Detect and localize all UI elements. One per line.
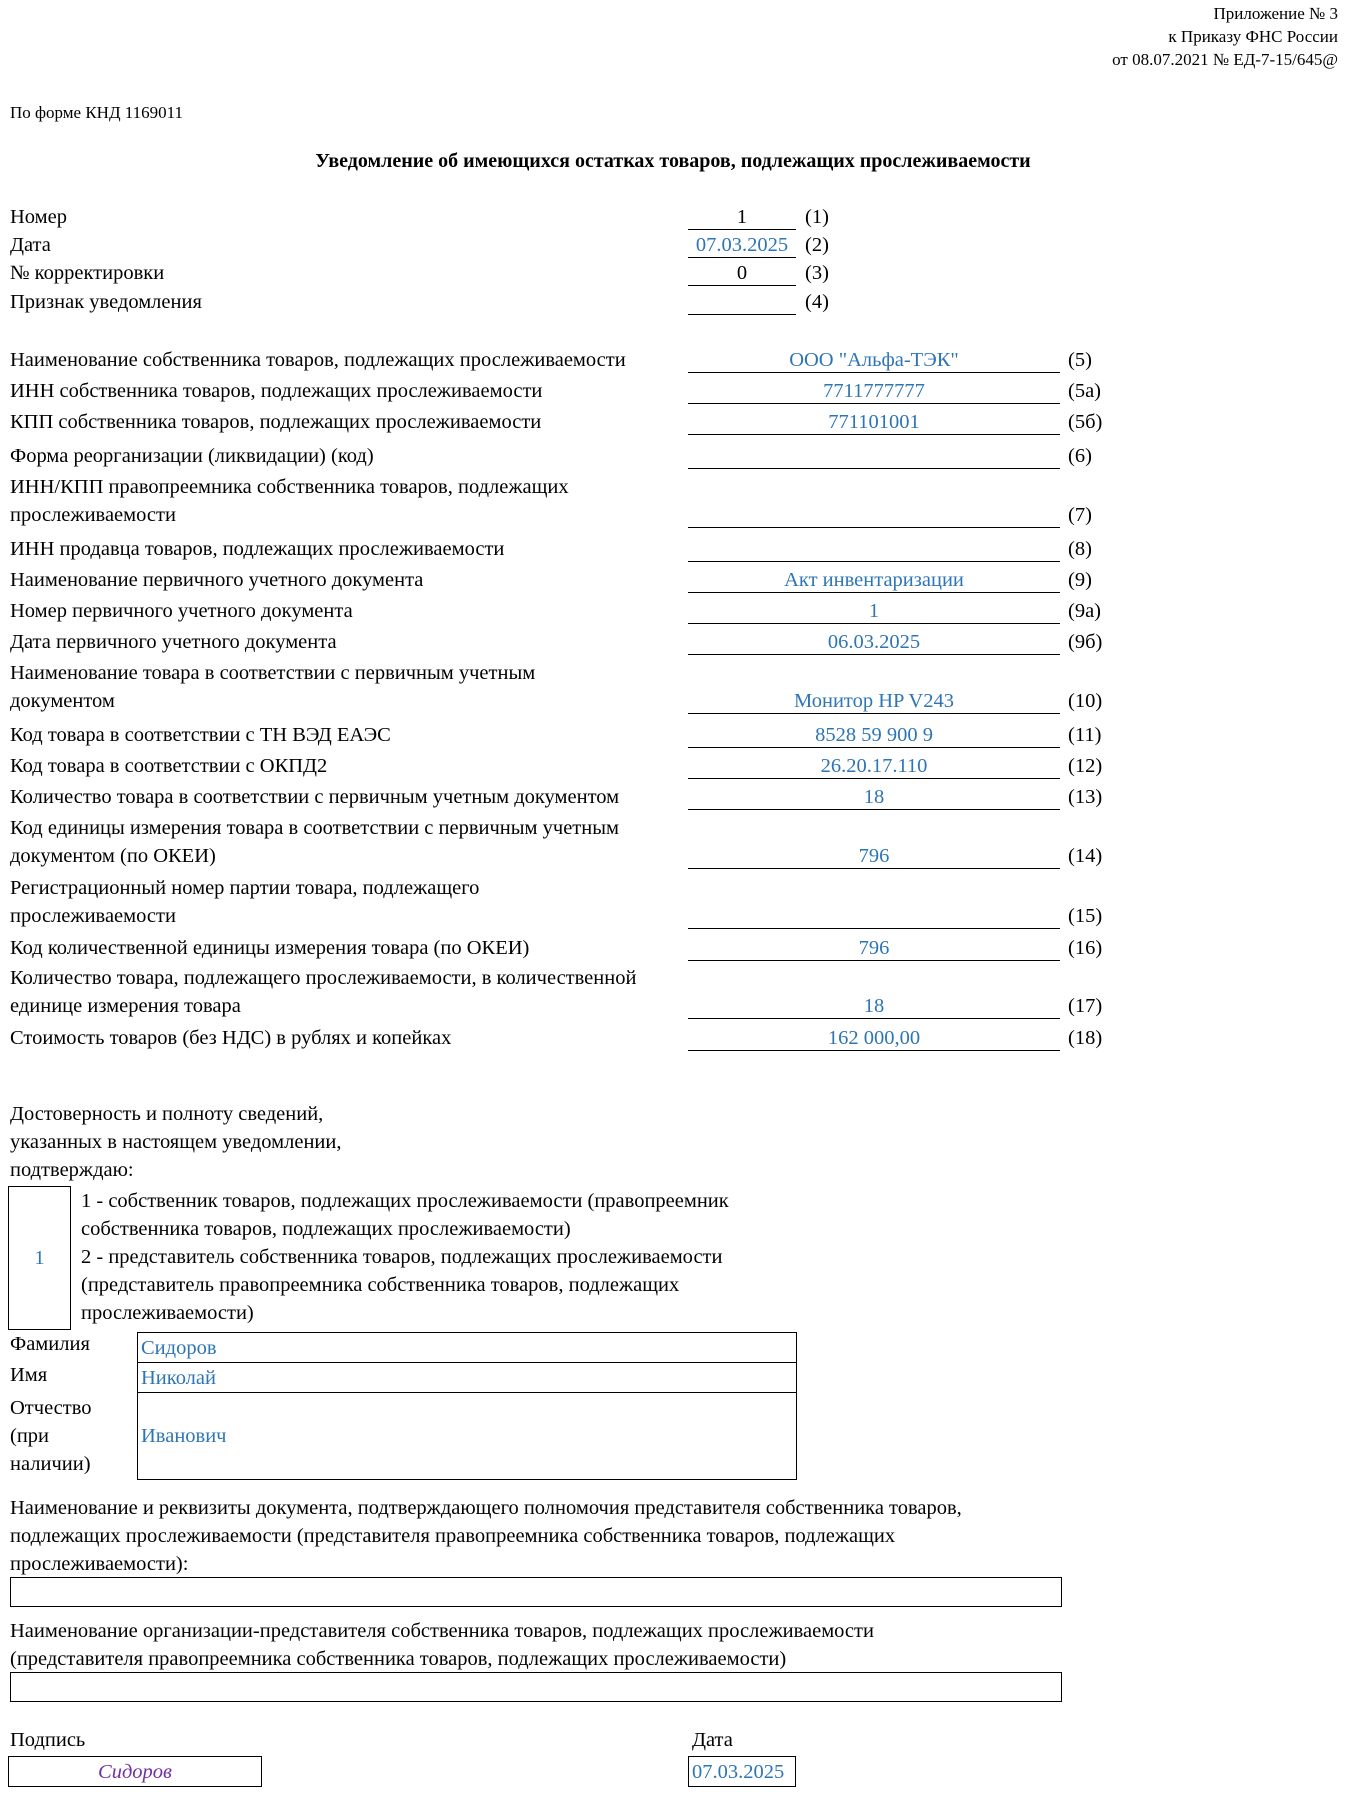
- field-number: (9б): [1068, 631, 1103, 653]
- field-number: (12): [1068, 755, 1103, 777]
- form-code: По форме КНД 1169011: [10, 103, 184, 122]
- rep-doc-field[interactable]: [10, 1577, 1062, 1607]
- field-number: (5а): [1068, 380, 1102, 402]
- field-label: Стоимость товаров (без НДС) в рублях и копейках: [10, 1027, 452, 1049]
- field-number: (10): [1068, 690, 1103, 712]
- signature-field[interactable]: Сидоров: [8, 1756, 262, 1787]
- field-label-continued: прослеживаемости: [10, 504, 176, 526]
- field-value[interactable]: 1: [688, 599, 1060, 624]
- field-number: (9а): [1068, 600, 1102, 622]
- field-number: (18): [1068, 1027, 1103, 1049]
- field-label: ИНН/КПП правопреемника собственника товаров, подлежащих: [10, 476, 569, 498]
- field-label: Код товара в соответствии с ОКПД2: [10, 755, 328, 777]
- field-value[interactable]: 7711777777: [688, 379, 1060, 404]
- rep-org-line-2: (представителя правопреемника собственника товаров, подлежащих прослеживаемости): [10, 1648, 787, 1670]
- name-label: Имя: [10, 1364, 48, 1386]
- field-label-continued: документом (по ОКЕИ): [10, 845, 216, 867]
- field-value[interactable]: [688, 904, 1060, 929]
- patronymic-field[interactable]: Иванович: [137, 1392, 797, 1480]
- confirm-line-1: Достоверность и полноту сведений,: [10, 1103, 324, 1125]
- field-value[interactable]: [688, 444, 1060, 469]
- role-option-line: прослеживаемости): [81, 1302, 254, 1324]
- correction-field[interactable]: 0: [688, 261, 796, 286]
- notification-sign-field[interactable]: [688, 290, 796, 315]
- patronymic-label: наличии): [10, 1453, 91, 1475]
- field-label: Дата первичного учетного документа: [10, 631, 337, 653]
- field-label: Форма реорганизации (ликвидации) (код): [10, 445, 374, 467]
- patronymic-label: Отчество: [10, 1397, 92, 1419]
- field-number: (5): [1068, 349, 1092, 371]
- field-number: (13): [1068, 786, 1103, 808]
- field-label: Наименование товара в соответствии с первичным учетным: [10, 662, 536, 684]
- field-number-4: (4): [805, 291, 829, 313]
- field-number: (15): [1068, 905, 1103, 927]
- field-label: Наименование первичного учетного документа: [10, 569, 424, 591]
- field-label-continued: единице измерения товара: [10, 995, 241, 1017]
- field-value[interactable]: 18: [688, 785, 1060, 810]
- field-label-continued: документом: [10, 690, 115, 712]
- field-number: (5б): [1068, 411, 1103, 433]
- footer-date-label: Дата: [692, 1729, 733, 1751]
- role-option-line: (представитель правопреемника собственника товаров, подлежащих: [81, 1274, 680, 1296]
- field-value[interactable]: [688, 503, 1060, 528]
- field-number-1: (1): [805, 206, 829, 228]
- date-field[interactable]: 07.03.2025: [688, 233, 796, 258]
- field-value[interactable]: 06.03.2025: [688, 630, 1060, 655]
- field-label: Код единицы измерения товара в соответствии с первичным учетным: [10, 817, 619, 839]
- field-value[interactable]: 796: [688, 936, 1060, 961]
- field-label: Наименование собственника товаров, подлежащих прослеживаемости: [10, 349, 626, 371]
- field-number: (7): [1068, 504, 1092, 526]
- field-value[interactable]: 8528 59 900 9: [688, 723, 1060, 748]
- field-label: Номер первичного учетного документа: [10, 600, 353, 622]
- role-option-line: 2 - представитель собственника товаров, подлежащих прослеживаемости: [81, 1246, 723, 1268]
- rep-org-line-1: Наименование организации-представителя собственника товаров, подлежащих прослеживаемости: [10, 1620, 874, 1642]
- role-option-line: 1 - собственник товаров, подлежащих прослеживаемости (правопреемник: [81, 1190, 729, 1212]
- rep-doc-line-1: Наименование и реквизиты документа, подтверждающего полномочия представителя собственника товаров,: [10, 1497, 962, 1519]
- field-label-continued: прослеживаемости: [10, 905, 176, 927]
- field-number-2: (2): [805, 234, 829, 256]
- signer-role-field[interactable]: 1: [8, 1186, 71, 1330]
- surname-label: Фамилия: [10, 1333, 90, 1355]
- field-label: ИНН продавца товаров, подлежащих прослеживаемости: [10, 538, 505, 560]
- field-label: КПП собственника товаров, подлежащих прослеживаемости: [10, 411, 542, 433]
- correction-label: № корректировки: [10, 262, 165, 284]
- field-number: (14): [1068, 845, 1103, 867]
- field-value[interactable]: 162 000,00: [688, 1026, 1060, 1051]
- appendix-line-2: к Приказу ФНС России: [1168, 27, 1338, 46]
- rep-doc-line-2: подлежащих прослеживаемости (представителя правопреемника собственника товаров, подлежащих: [10, 1525, 896, 1547]
- patronymic-label: (при: [10, 1425, 50, 1447]
- field-label: Код количественной единицы измерения товара (по ОКЕИ): [10, 937, 530, 959]
- field-number: (9): [1068, 569, 1092, 591]
- field-value[interactable]: 771101001: [688, 410, 1060, 435]
- field-value[interactable]: 796: [688, 844, 1060, 869]
- rep-doc-line-3: прослеживаемости):: [10, 1553, 189, 1575]
- signature-label: Подпись: [10, 1729, 86, 1751]
- name-field[interactable]: Николай: [137, 1362, 797, 1393]
- field-number-3: (3): [805, 262, 829, 284]
- field-label: Количество товара в соответствии с первичным учетным документом: [10, 786, 620, 808]
- appendix-line-1: Приложение № 3: [1213, 4, 1338, 23]
- document-title: Уведомление об имеющихся остатках товаров, подлежащих прослеживаемости: [315, 150, 1031, 172]
- footer-date-field[interactable]: 07.03.2025: [688, 1756, 796, 1787]
- field-value[interactable]: 18: [688, 994, 1060, 1019]
- field-number: (17): [1068, 995, 1103, 1017]
- field-number: (8): [1068, 538, 1092, 560]
- date-label: Дата: [10, 234, 51, 256]
- field-number: (11): [1068, 724, 1102, 746]
- confirm-line-3: подтверждаю:: [10, 1159, 134, 1181]
- confirm-line-2: указанных в настоящем уведомлении,: [10, 1131, 342, 1153]
- field-value[interactable]: Акт инвентаризации: [688, 568, 1060, 593]
- appendix-reference: [1112, 2, 1338, 71]
- field-number: (16): [1068, 937, 1103, 959]
- field-value[interactable]: Монитор HP V243: [688, 689, 1060, 714]
- number-field[interactable]: 1: [688, 205, 796, 230]
- field-value[interactable]: [688, 537, 1060, 562]
- rep-org-field[interactable]: [10, 1672, 1062, 1702]
- field-value[interactable]: 26.20.17.110: [688, 754, 1060, 779]
- field-label: ИНН собственника товаров, подлежащих прослеживаемости: [10, 380, 543, 402]
- field-number: (6): [1068, 445, 1092, 467]
- field-label: Регистрационный номер партии товара, подлежащего: [10, 877, 480, 899]
- notification-sign-label: Признак уведомления: [10, 291, 202, 313]
- signer-role-options: [81, 1187, 729, 1327]
- field-label: Количество товара, подлежащего прослеживаемости, в количественной: [10, 967, 637, 989]
- role-option-line: собственника товаров, подлежащих прослеживаемости): [81, 1218, 571, 1240]
- field-label: Код товара в соответствии с ТН ВЭД ЕАЭС: [10, 724, 391, 746]
- surname-field[interactable]: Сидоров: [137, 1332, 797, 1363]
- number-label: Номер: [10, 206, 67, 228]
- field-value[interactable]: ООО "Альфа-ТЭК": [688, 348, 1060, 373]
- appendix-line-3: от 08.07.2021 № ЕД-7-15/645@: [1112, 50, 1338, 69]
